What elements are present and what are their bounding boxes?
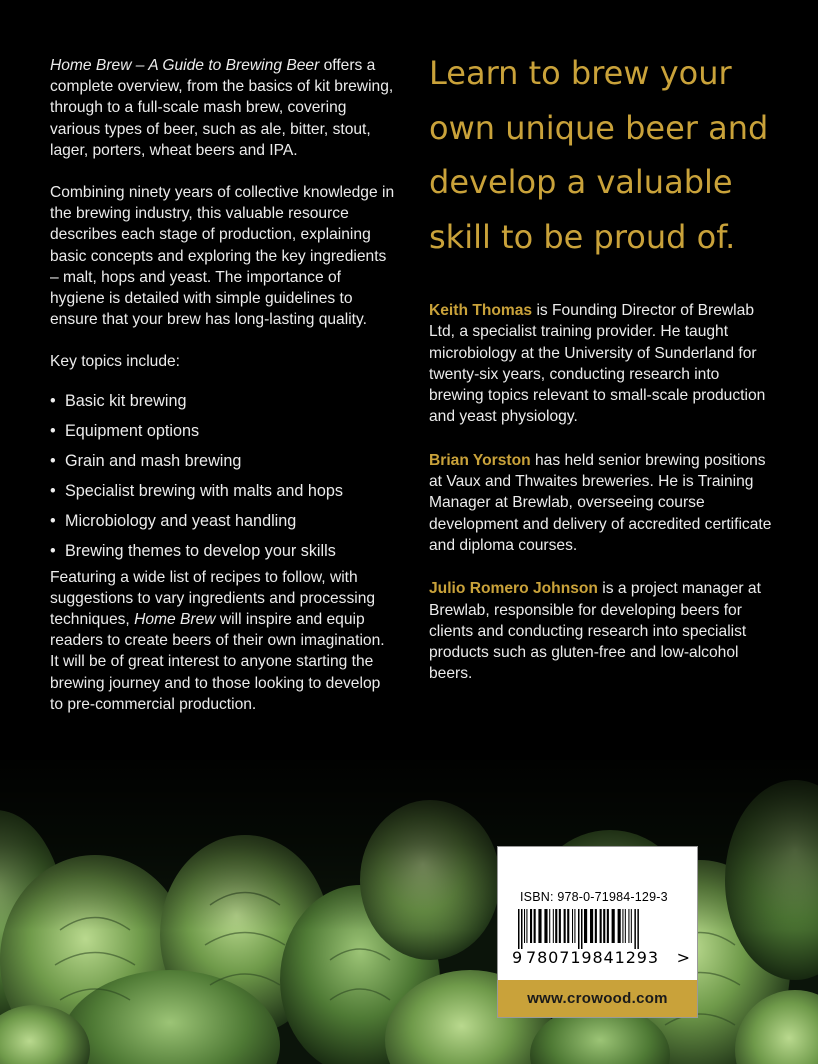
blurb-text: offers a complete overview, from the basics of kit brewing, through to a full-scale mash brew, covering various types of beer, such as ale, bitter, stout, lager, porters, wheat beers and IPA. [50, 57, 394, 159]
barcode-bar [618, 909, 621, 943]
barcode-bar [637, 909, 639, 949]
topic-item [50, 511, 395, 532]
author-name: Keith Thomas [429, 302, 533, 319]
author-bio [429, 578, 774, 684]
barcode-bar [538, 909, 541, 943]
topics-heading: Key topics include: [50, 353, 181, 371]
topic-label: Specialist brewing with malts and hops [65, 481, 344, 500]
bullet-icon: • [50, 511, 56, 530]
barcode-bar [564, 909, 566, 943]
barcode-bar [524, 909, 525, 943]
description-paragraph: Combining ninety years of collective knowledge in the brewing industry, this valuable resource describes each stage of production, explaining basic concepts and exploring the key ingredients – malt, hops and yeast. The importance of hygiene is detailed with simple guidelines to ensure that your brew has long-lasting quality. [50, 184, 395, 329]
barcode-bar [631, 909, 632, 943]
barcode-bar [622, 909, 623, 943]
barcode-bar [628, 909, 629, 943]
barcode-bar [600, 909, 602, 943]
author-bios [429, 300, 774, 685]
topic-label: Microbiology and yeast handling [65, 511, 297, 530]
author-bio [429, 450, 774, 556]
barcode-bar [581, 909, 583, 949]
bullet-icon: • [50, 421, 56, 440]
barcode-icon [514, 909, 682, 949]
topics-list [50, 391, 395, 562]
barcode-bar [518, 909, 520, 949]
author-bio-text: is a project manager at Brewlab, responsible for developing beers for clients and conducting research into specialist products such as gluten-free and low-alcohol beers. [429, 580, 761, 683]
barcode-bar [553, 909, 554, 943]
topic-item [50, 421, 395, 442]
barcode-bar [530, 909, 532, 943]
author-bio-text: is Founding Director of Brewlab Ltd, a specialist training provider. He taught microbiology at the University of Sunderland for twenty-six years, conducting research into brewing topics relevant to small-scale production and yeast physiology. [429, 302, 766, 426]
left-column [50, 55, 395, 715]
barcode-bar [534, 909, 536, 943]
topic-label: Grain and mash brewing [65, 451, 242, 470]
barcode-bar [544, 909, 547, 943]
barcode-first-digit: 9 [512, 948, 523, 967]
barcode-bar [574, 909, 575, 943]
barcode-bar [578, 909, 580, 949]
author-bio-text: has held senior brewing positions at Vaux and Thwaites breweries. He is Training Manager at Brewlab, overseeing course development and delivery of accredited certificate and diploma courses. [429, 451, 772, 554]
topic-label: Brewing themes to develop your skills [65, 541, 336, 560]
bullet-icon: • [50, 481, 56, 500]
topic-label: Basic kit brewing [65, 391, 187, 410]
topic-item [50, 481, 395, 502]
publisher-website: www.crowood.com [498, 980, 697, 1017]
isbn-label: ISBN: 978-0-71984-129-3 [520, 890, 668, 904]
barcode-bar [612, 909, 615, 943]
blurb-paragraph [50, 55, 395, 161]
barcode-bar [584, 909, 587, 943]
topic-item [50, 541, 395, 562]
barcode-bar [595, 909, 597, 943]
barcode-bar [572, 909, 573, 943]
topic-item [50, 391, 395, 412]
bullet-icon: • [50, 451, 56, 470]
barcode-bar [526, 909, 527, 943]
author-bio [429, 300, 774, 428]
topic-label: Equipment options [65, 421, 200, 440]
barcode-bar [549, 909, 550, 943]
closing-text-b: will inspire and equip readers to create beers of their own imagination. It will be of great interest to anyone starting the brewing journey and to those looking to develop to pre-commercial production. [50, 611, 385, 713]
topic-item [50, 451, 395, 472]
author-name: Brian Yorston [429, 451, 531, 469]
barcode-bar [559, 909, 561, 943]
author-name: Julio Romero Johnson [429, 580, 598, 598]
barcode-bar [607, 909, 609, 943]
barcode-bar [567, 909, 569, 943]
closing-text-a: Featuring a wide list of recipes to follow, with suggestions to vary ingredients and processing techniques, [50, 568, 376, 629]
book-title-italic: Home Brew – A Guide to Brewing Beer [50, 57, 320, 74]
barcode-bar [521, 909, 523, 949]
closing-paragraph [50, 567, 395, 715]
barcode-bar [603, 909, 605, 943]
right-column [429, 46, 774, 707]
tagline-heading: Learn to brew your own unique beer and develop a valuable skill to be proud of. [429, 54, 769, 256]
bullet-icon: • [50, 541, 56, 560]
barcode-bar [555, 909, 557, 943]
barcode-bar [590, 909, 593, 943]
bullet-icon: • [50, 391, 56, 410]
barcode-bar [625, 909, 626, 943]
barcode-number: 780719841293 [526, 948, 659, 967]
book-title-italic: Home Brew [134, 611, 216, 629]
barcode-bar [634, 909, 636, 949]
barcode-box [497, 846, 698, 1018]
barcode-arrow: > [676, 948, 690, 967]
